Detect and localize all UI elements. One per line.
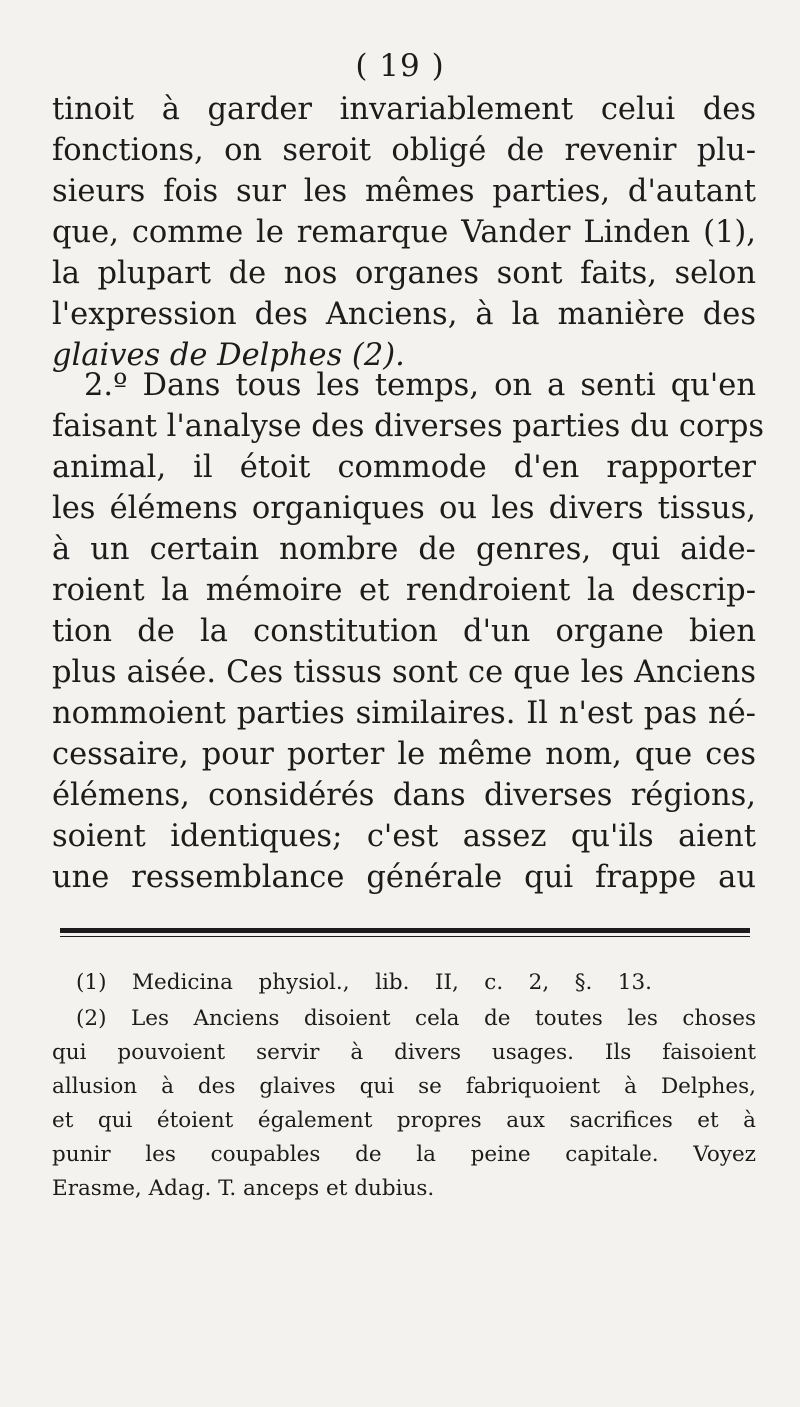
body-line: soient identiques; c'est assez qu'ils aient	[52, 819, 756, 854]
body-line: que, comme le remarque Vander Linden (1),	[52, 215, 756, 250]
body-line: tinoit à garder invariablement celui des	[52, 92, 756, 127]
body-line: à un certain nombre de genres, qui aide-	[52, 532, 756, 567]
body-line: 2.º Dans tous les temps, on a senti qu'en	[84, 368, 756, 403]
body-line: fonctions, on seroit obligé de revenir plu-	[52, 133, 756, 168]
footnote-rule-thin	[60, 936, 750, 937]
body-line: roient la mémoire et rendroient la descrip-	[52, 573, 756, 608]
footnote-line: punir les coupables de la peine capitale. Voyez	[52, 1142, 756, 1167]
body-line: une ressemblance générale qui frappe au	[52, 860, 756, 895]
footnote-line: allusion à des glaives qui se fabriquoient à Delphes,	[52, 1074, 756, 1099]
body-line: plus aisée. Ces tissus sont ce que les Anciens	[52, 655, 756, 690]
footnote-line: qui pouvoient servir à divers usages. Ils faisoient	[52, 1040, 756, 1065]
body-line: tion de la constitution d'un organe bien	[52, 614, 756, 649]
body-line: sieurs fois sur les mêmes parties, d'autant	[52, 174, 756, 209]
body-line: cessaire, pour porter le même nom, que ces	[52, 737, 756, 772]
body-line: l'expression des Anciens, à la manière des	[52, 297, 756, 332]
footnote-line: et qui étoient également propres aux sacrifices et à	[52, 1108, 756, 1133]
body-line: la plupart de nos organes sont faits, selon	[52, 256, 756, 291]
footnote-line: (1) Medicina physiol., lib. II, c. 2, §. 13.	[76, 970, 652, 995]
body-line: faisant l'analyse des diverses parties du corps	[52, 409, 765, 444]
footnote-line: (2) Les Anciens disoient cela de toutes les choses	[76, 1006, 756, 1031]
body-line: élémens, considérés dans diverses régions,	[52, 778, 756, 813]
body-line: les élémens organiques ou les divers tissus,	[52, 491, 756, 526]
footnote-line: Erasme, Adag. T. anceps et dubius.	[52, 1176, 435, 1201]
footnote-rule	[60, 928, 750, 933]
page-number: ( 19 )	[355, 48, 445, 84]
body-line: animal, il étoit commode d'en rapporter	[52, 450, 756, 485]
body-line: glaives de Delphes (2).	[52, 338, 405, 373]
body-line: nommoient parties similaires. Il n'est pas né-	[52, 696, 756, 731]
